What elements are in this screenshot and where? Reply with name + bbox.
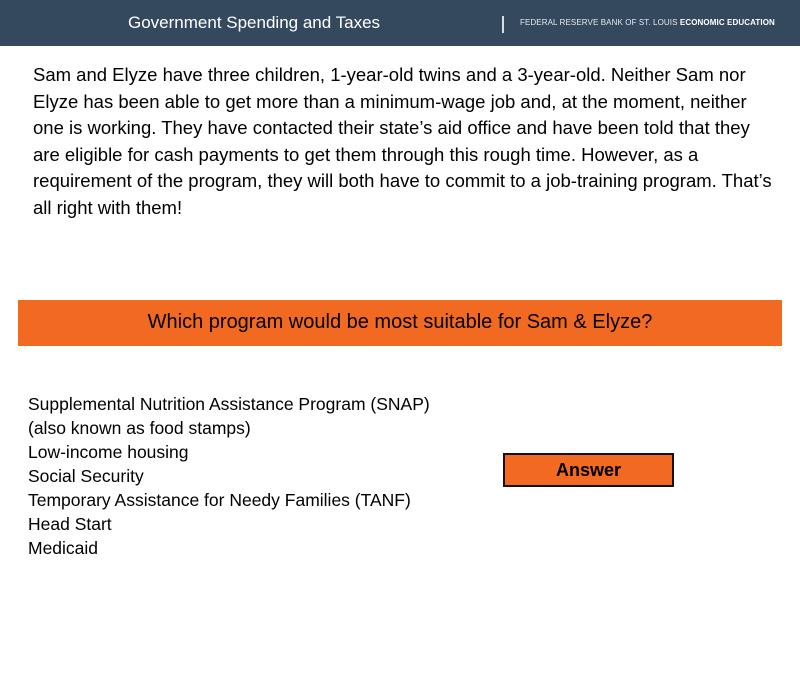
scenario-text: Sam and Elyze have three children, 1-year-old twins and a 3-year-old. Neither Sam nor Elyze has been able to get more than a minimum-wage job and, at the moment, neither one is working. They have contacted their state’s aid office and have been told that they are eligible for cash payments to get them through this rough time. However, as a requirement of the program, they will both have to commit to a job-training program. That’s all right with them! (33, 64, 772, 218)
option-low-income-housing: Low-income housing (28, 442, 189, 462)
question-banner (18, 300, 782, 346)
option-medicaid: Medicaid (28, 538, 99, 558)
option-snap: Supplemental Nutrition Assistance Program (SNAP)(also known as food stamps) (28, 394, 430, 438)
program-options-list (28, 392, 448, 560)
option-head-start: Head Start (28, 514, 112, 534)
question-text: Which program would be most suitable for Sam & Elyze? (147, 311, 653, 333)
header-bar (0, 0, 800, 46)
option-social-security: Social Security (28, 466, 144, 486)
page-title: Government Spending and Taxes (128, 13, 381, 32)
option-tanf: Temporary Assistance for Needy Families (TANF) (28, 490, 411, 510)
organization-logo (520, 18, 775, 27)
org-name-prefix: FEDERAL RESERVE BANK OF ST. LOUIS (520, 18, 678, 27)
header-divider (502, 16, 504, 33)
org-name-suffix: ECONOMIC EDUCATION (679, 18, 775, 27)
answer-button[interactable]: Answer (503, 453, 674, 487)
